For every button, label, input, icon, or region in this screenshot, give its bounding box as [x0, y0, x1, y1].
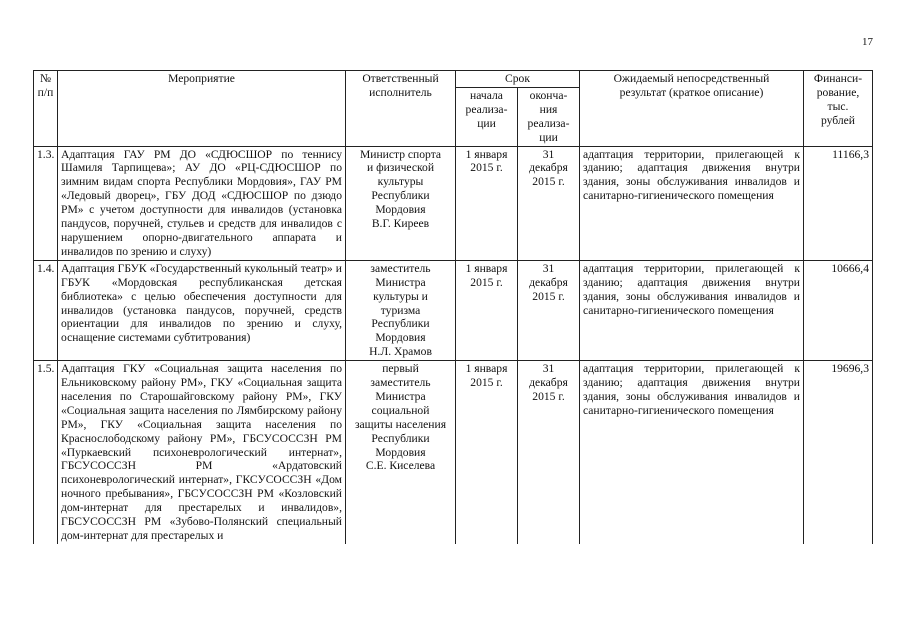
row-event: Адаптация ГБУК «Государственный кукольный театр» и ГБУК «Мордовская республиканская детская библиотека» с целью обеспечения доступности для инвалидов (установка пандусов, поручней, средств ориентации для инвалидов по зрению и слуху, оснащение системами субтитрования) — [58, 260, 346, 360]
table-row — [34, 146, 873, 260]
row-result: адаптация территории, прилегающей к зданию; адаптация движения внутри здания, зоны обслуживания инвалидов и санитарно-гигиенического помещения — [580, 146, 804, 260]
row-result: адаптация территории, прилегающей к зданию; адаптация движения внутри здания, зоны обслуживания инвалидов и санитарно-гигиенического помещения — [580, 361, 804, 544]
table-row — [34, 361, 873, 544]
row-number: 1.4. — [34, 260, 58, 360]
row-number: 1.5. — [34, 361, 58, 544]
row-responsible: первый заместитель Министра социальной защиты населения Республики Мордовия С.Е. Киселева — [346, 361, 456, 544]
row-finance: 19696,3 — [804, 361, 873, 544]
row-number: 1.3. — [34, 146, 58, 260]
header-event: Мероприятие — [58, 71, 346, 147]
header-result: Ожидаемый непосредственный результат (краткое описание) — [580, 71, 804, 147]
header-end: оконча- ния реализа- ции — [518, 87, 580, 146]
row-end: 31 декабря 2015 г. — [518, 146, 580, 260]
row-end: 31 декабря 2015 г. — [518, 260, 580, 360]
row-start: 1 января 2015 г. — [456, 260, 518, 360]
row-responsible: заместитель Министра культуры и туризма Республики Мордовия Н.Л. Храмов — [346, 260, 456, 360]
row-responsible: Министр спорта и физической культуры Республики Мордовия В.Г. Киреев — [346, 146, 456, 260]
header-finance: Финанси- рование, тыс. рублей — [804, 71, 873, 147]
measures-table — [33, 70, 873, 544]
row-finance: 11166,3 — [804, 146, 873, 260]
header-term: Срок — [456, 71, 580, 88]
row-end: 31 декабря 2015 г. — [518, 361, 580, 544]
header-responsible: Ответственный исполнитель — [346, 71, 456, 147]
row-event: Адаптация ГАУ РМ ДО «СДЮСШОР по теннису Шамиля Тарпищева»; АУ ДО «РЦ-СДЮСШОР по зимним видам спорта Республики Мордовия», ГАУ РМ «Ледовый дворец», ГБУ ДОД «СДЮСШОР по дзюдо РМ» с учетом доступности для инвалидов (установка пандусов, поручней, стульев и средств для инвалидов с нарушением опорно-двигательного аппарата и инвалидов по зрению и слуху) — [58, 146, 346, 260]
header-start: начала реализа- ции — [456, 87, 518, 146]
row-result: адаптация территории, прилегающей к зданию; адаптация движения внутри здания, зоны обслуживания инвалидов и санитарно-гигиенического помещения — [580, 260, 804, 360]
row-start: 1 января 2015 г. — [456, 361, 518, 544]
row-event: Адаптация ГКУ «Социальная защита населения по Ельниковскому району РМ», ГКУ «Социальная защита населения по Старошайговскому району РМ», ГКУ «Социальная защита населения по Лямбирскому району РМ», ГКУ «Социальная защита населения по Краснослободскому району РМ», ГБСУСОССЗН РМ «Пуркаевский психоневрологический интернат», ГБСУСОССЗН РМ «Ардатовский психоневрологический интернат», ГКСУСОССЗН «Дом ночного пребывания», ГБСУСОССЗН РМ «Козловский дом-интернат для престарелых и инвалидов», ГБСУСОССЗН РМ «Зубово-Полянский специальный дом-интернат для престарелых и — [58, 361, 346, 544]
header-num: № п/п — [34, 71, 58, 147]
row-start: 1 января 2015 г. — [456, 146, 518, 260]
row-finance: 10666,4 — [804, 260, 873, 360]
page-number: 17 — [862, 36, 873, 48]
header-row — [34, 71, 873, 88]
table-row — [34, 260, 873, 360]
